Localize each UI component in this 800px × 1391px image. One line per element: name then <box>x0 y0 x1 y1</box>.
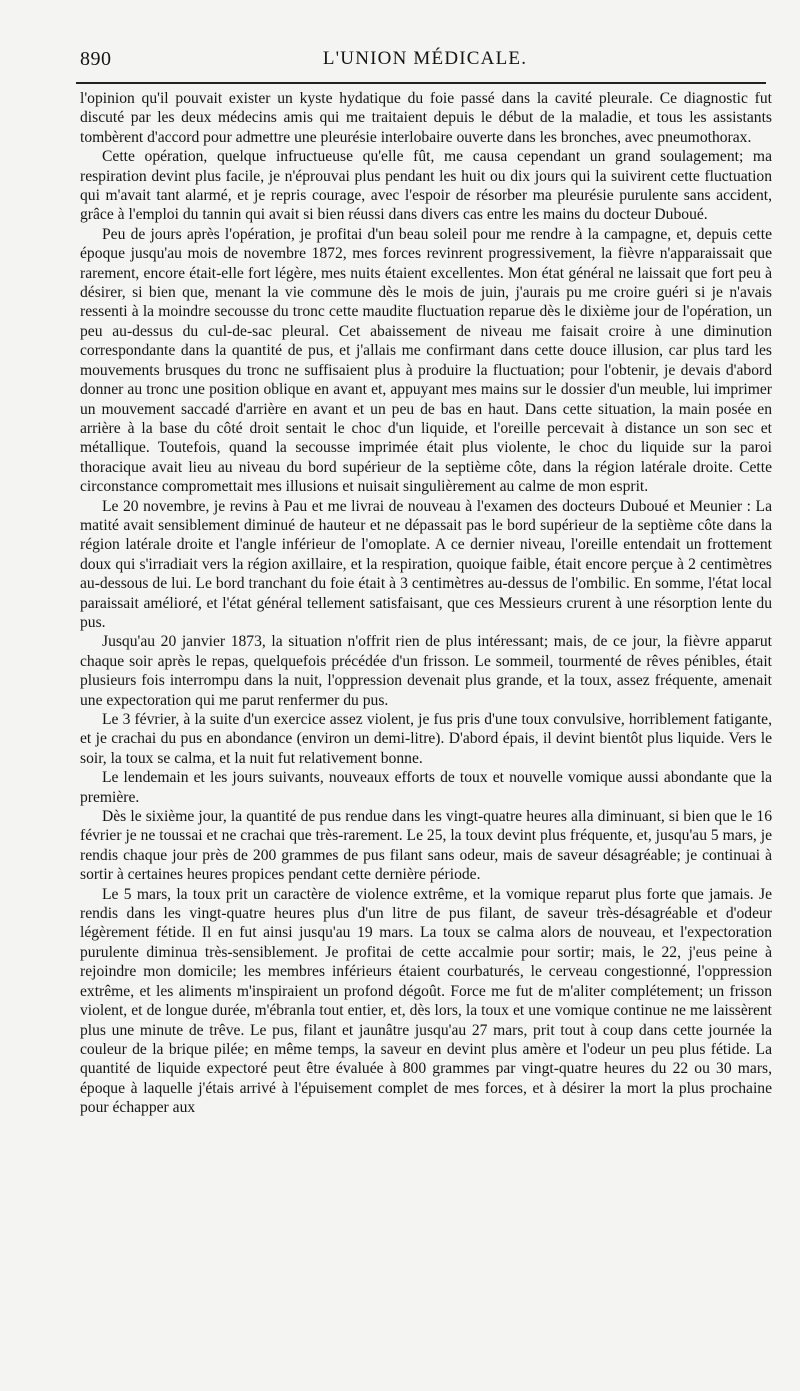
paragraph: Jusqu'au 20 janvier 1873, la situation n'offrit rien de plus intéressant; mais, de ce jour, la fièvre apparut chaque soir après le repas, quelquefois précédée d'un frisson. Le sommeil, tourmenté de rêves pénibles, était plusieurs fois interrompu dans la nuit, l'oppression devenait plus grande, et la toux, assez fréquente, amenait une expectoration qui me parut renfermer du pus. <box>80 633 772 709</box>
paragraph: Le 3 février, à la suite d'un exercice assez violent, je fus pris d'une toux convulsive, horriblement fatigante, et je crachai du pus en abondance (environ un demi-litre). D'abord épais, il devint bientôt plus liquide. Vers le soir, la toux se calma, et la nuit fut relativement bonne. <box>80 711 772 767</box>
article-body <box>80 89 772 1118</box>
page-header <box>80 44 770 74</box>
page-number: 890 <box>80 48 112 70</box>
running-title: L'UNION MÉDICALE. <box>322 48 528 69</box>
header-rule <box>76 82 766 84</box>
paragraph: Le 20 novembre, je revins à Pau et me livrai de nouveau à l'examen des docteurs Duboué et Meunier : La matité avait sensiblement diminué de hauteur et ne dépassait pas le bord supérieur de la septième côte dans la région latérale droite et l'angle inférieur de l'omoplate. A ce dernier niveau, l'oreille entendait un frottement doux qui s'irradiait vers la région axillaire, et la respiration, quoique faible, était encore perçue à 2 centimètres au-dessous de lui. Le bord tranchant du foie était à 3 centimètres au-dessus de l'ombilic. En somme, l'état local paraissait amélioré, et l'état général tellement satisfaisant, que ces Messieurs crurent à une résorption lente du pus. <box>80 497 772 631</box>
paragraph: Cette opération, quelque infructueuse qu'elle fût, me causa cependant un grand soulagement; ma respiration devint plus facile, je n'éprouvai plus pendant les huit ou dix jours qui la suivirent cette fluctuation qui m'avait tant alarmé, et je repris courage, avec l'espoir de résorber ma pleurésie purulente sans accident, grâce à l'emploi du tannin qui avait si bien réussi dans divers cas entre les mains du docteur Duboué. <box>80 148 772 224</box>
paragraph: Le lendemain et les jours suivants, nouveaux efforts de toux et nouvelle vomique aussi abondante que la première. <box>80 769 772 806</box>
paragraph: Peu de jours après l'opération, je profitai d'un beau soleil pour me rendre à la campagne, et, depuis cette époque jusqu'au mois de novembre 1872, mes forces revinrent progressivement, la fièvre n'apparaissait que rarement, encore était-elle fort légère, mes nuits étaient excellentes. Mon état général ne laissait que fort peu à désirer, si bien que, menant la vie commune dès le mois de juin, j'aurais pu me croire guéri si je n'avais ressenti à la moindre secousse du tronc cette maudite fluctuation reparue dès le dixième jour de l'opération, un peu au-dessus du cul-de-sac pleural. Cet abaissement de niveau me faisait croire à une diminution correspondante dans la quantité de pus, et j'allais me confirmant dans cette douce illusion, car plus tard les mouvements brusques du tronc ne suffisaient plus à produire la fluctuation; pour l'obtenir, je devais d'abord donner au tronc une position oblique en avant et, appuyant mes mains sur le dossier d'un meuble, lui imprimer un mouvement saccadé d'arrière en avant et un peu de bas en haut. Dans cette situation, la main posée en arrière à la base du côté droit sentait le choc d'un liquide, et l'oreille percevait à distance un son sec et métallique. Toutefois, quand la secousse imprimée était plus violente, le choc du liquide sur la paroi thoracique avait lieu au niveau du bord supérieur de la septième côte, dans la région latérale droite. Cette circonstance compromettait mes illusions et nuisait singulièrement au calme de mon esprit. <box>80 225 772 496</box>
paragraph: Le 5 mars, la toux prit un caractère de violence extrême, et la vomique reparut plus forte que jamais. Je rendis dans les vingt-quatre heures plus d'un litre de pus filant, de saveur très-désagréable et d'odeur légèrement fétide. Il en fut ainsi jusqu'au 19 mars. La toux se calma alors de nouveau, et l'expectoration purulente diminua très-sensiblement. Je profitai de cette accalmie pour sortir; mais, le 22, j'eus peine à rejoindre mon domicile; les membres inférieurs étaient courbaturés, le cerveau congestionné, l'oppression extrême, et les aliments m'inspiraient un profond dégoût. Force me fut de m'aliter complétement; un frisson violent, et de longue durée, m'ébranla tout entier, et, dès lors, la toux et une vomique continue ne me laissèrent plus une minute de trêve. Le pus, filant et jaunâtre jusqu'au 27 mars, prit tout à coup dans cette journée la couleur de la brique pilée; en même temps, la saveur en devint plus amère et l'odeur un peu plus fétide. La quantité de liquide expectoré peut être évaluée à 800 grammes par vingt-quatre heures du 22 ou 30 mars, époque à laquelle j'étais arrivé à l'épuisement complet de mes forces, et à désirer la mort la plus prochaine pour échapper aux <box>80 885 772 1117</box>
paragraph: l'opinion qu'il pouvait exister un kyste hydatique du foie passé dans la cavité pleurale. Ce diagnostic fut discuté par les deux médecins amis qui me traitaient depuis le début de la maladie, et tous les assistants tombèrent d'accord pour admettre une pleurésie interlobaire ouverte dans les bronches, avec pneumothorax. <box>80 90 772 146</box>
paragraph: Dès le sixième jour, la quantité de pus rendue dans les vingt-quatre heures alla diminuant, si bien que le 16 février je ne toussai et ne crachai que très-rarement. Le 25, la toux devint plus fréquente, et, jusqu'au 5 mars, je rendis chaque jour près de 200 grammes de pus filant sans odeur, mais de saveur désagréable; je continuai à sortir à certaines heures propices pendant cette dernière période. <box>80 808 772 884</box>
